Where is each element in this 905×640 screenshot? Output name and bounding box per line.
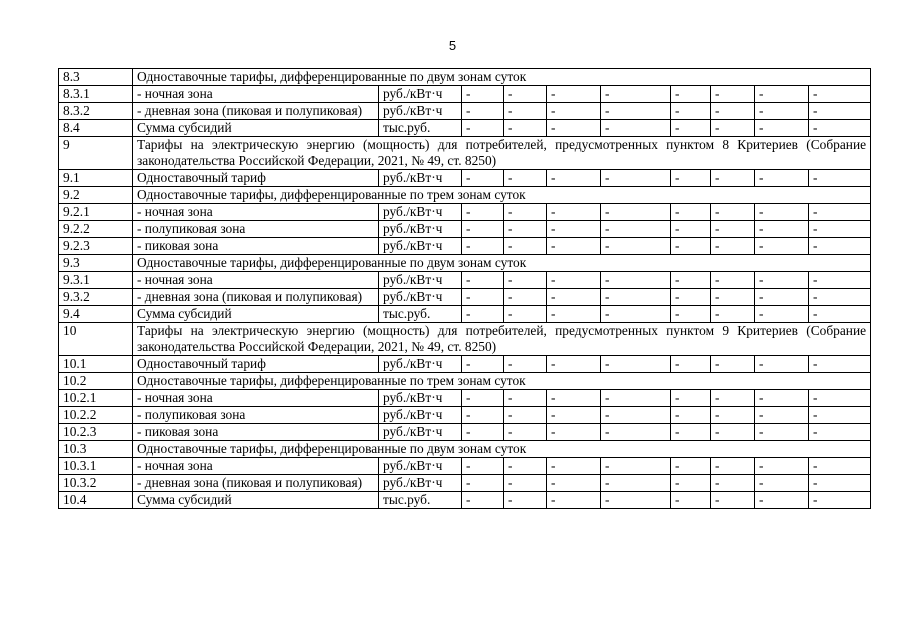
row-value: - xyxy=(504,120,547,137)
row-value: - xyxy=(601,221,671,238)
row-code: 10.3.2 xyxy=(59,475,133,492)
row-value: - xyxy=(601,103,671,120)
row-value: - xyxy=(462,289,504,306)
row-value: - xyxy=(601,424,671,441)
row-value: - xyxy=(504,86,547,103)
row-section-title: Одноставочные тарифы, дифференцированные по трем зонам суток xyxy=(133,373,871,390)
row-value: - xyxy=(755,86,809,103)
table-row xyxy=(59,86,871,103)
row-value: - xyxy=(547,356,601,373)
row-value: - xyxy=(462,238,504,255)
row-value: - xyxy=(462,475,504,492)
row-unit: руб./кВт·ч xyxy=(379,390,462,407)
row-unit: руб./кВт·ч xyxy=(379,475,462,492)
row-value: - xyxy=(711,390,755,407)
row-code: 9.2.3 xyxy=(59,238,133,255)
row-value: - xyxy=(711,120,755,137)
row-value: - xyxy=(671,458,711,475)
row-value: - xyxy=(504,204,547,221)
row-code: 9.2.1 xyxy=(59,204,133,221)
row-value: - xyxy=(711,103,755,120)
row-value: - xyxy=(504,390,547,407)
row-name: - пиковая зона xyxy=(133,238,379,255)
row-value: - xyxy=(671,272,711,289)
row-value: - xyxy=(809,86,871,103)
row-unit: руб./кВт·ч xyxy=(379,103,462,120)
row-value: - xyxy=(671,390,711,407)
row-unit: руб./кВт·ч xyxy=(379,86,462,103)
table-row xyxy=(59,272,871,289)
row-value: - xyxy=(711,272,755,289)
row-section-title: Тарифы на электрическую энергию (мощность) для потребителей, предусмотренных пунктом 9 Критериев (Собрание законодательства Российской Федерации, 2021, № 49, ст. 8250) xyxy=(133,323,871,356)
table-row xyxy=(59,407,871,424)
row-value: - xyxy=(671,103,711,120)
row-value: - xyxy=(547,475,601,492)
row-value: - xyxy=(809,238,871,255)
table-row xyxy=(59,492,871,509)
table-row xyxy=(59,390,871,407)
row-value: - xyxy=(711,289,755,306)
row-value: - xyxy=(462,103,504,120)
row-value: - xyxy=(601,492,671,509)
row-value: - xyxy=(462,86,504,103)
row-value: - xyxy=(601,272,671,289)
row-value: - xyxy=(547,120,601,137)
row-value: - xyxy=(809,272,871,289)
row-unit: тыс.руб. xyxy=(379,120,462,137)
row-code: 10 xyxy=(59,323,133,356)
row-value: - xyxy=(755,289,809,306)
row-value: - xyxy=(671,306,711,323)
row-value: - xyxy=(547,492,601,509)
row-value: - xyxy=(504,289,547,306)
row-name: Одноставочный тариф xyxy=(133,356,379,373)
row-value: - xyxy=(755,458,809,475)
row-value: - xyxy=(504,238,547,255)
table-row xyxy=(59,120,871,137)
row-value: - xyxy=(809,120,871,137)
row-value: - xyxy=(755,356,809,373)
row-value: - xyxy=(755,424,809,441)
table-row xyxy=(59,306,871,323)
row-value: - xyxy=(711,492,755,509)
row-value: - xyxy=(504,492,547,509)
row-value: - xyxy=(671,238,711,255)
table-row xyxy=(59,441,871,458)
row-value: - xyxy=(601,204,671,221)
row-value: - xyxy=(547,289,601,306)
row-value: - xyxy=(671,424,711,441)
row-name: - дневная зона (пиковая и полупиковая) xyxy=(133,289,379,306)
row-code: 10.1 xyxy=(59,356,133,373)
row-value: - xyxy=(755,272,809,289)
row-value: - xyxy=(504,407,547,424)
row-name: Одноставочный тариф xyxy=(133,170,379,187)
row-value: - xyxy=(601,289,671,306)
row-section-title: Одноставочные тарифы, дифференцированные по двум зонам суток xyxy=(133,255,871,272)
row-value: - xyxy=(547,238,601,255)
row-name: Сумма субсидий xyxy=(133,492,379,509)
table-row xyxy=(59,103,871,120)
row-value: - xyxy=(601,356,671,373)
row-value: - xyxy=(711,424,755,441)
row-value: - xyxy=(601,170,671,187)
tariff-table xyxy=(58,68,871,509)
row-code: 8.3.2 xyxy=(59,103,133,120)
row-value: - xyxy=(711,356,755,373)
row-value: - xyxy=(755,492,809,509)
row-value: - xyxy=(809,221,871,238)
row-value: - xyxy=(809,458,871,475)
row-code: 8.3 xyxy=(59,69,133,86)
row-value: - xyxy=(547,272,601,289)
row-value: - xyxy=(671,221,711,238)
row-value: - xyxy=(462,356,504,373)
row-name: - полупиковая зона xyxy=(133,221,379,238)
page-number: 5 xyxy=(448,38,457,53)
row-value: - xyxy=(671,407,711,424)
row-value: - xyxy=(755,103,809,120)
table-row xyxy=(59,170,871,187)
row-unit: руб./кВт·ч xyxy=(379,407,462,424)
row-value: - xyxy=(504,103,547,120)
row-value: - xyxy=(755,390,809,407)
row-value: - xyxy=(809,475,871,492)
row-value: - xyxy=(504,424,547,441)
row-value: - xyxy=(601,458,671,475)
row-code: 10.3.1 xyxy=(59,458,133,475)
row-name: - ночная зона xyxy=(133,272,379,289)
row-value: - xyxy=(601,390,671,407)
table-row xyxy=(59,69,871,86)
row-value: - xyxy=(671,356,711,373)
row-value: - xyxy=(755,306,809,323)
row-code: 9.1 xyxy=(59,170,133,187)
row-unit: тыс.руб. xyxy=(379,492,462,509)
row-code: 9.3.1 xyxy=(59,272,133,289)
table-row xyxy=(59,289,871,306)
row-value: - xyxy=(601,306,671,323)
row-value: - xyxy=(755,170,809,187)
row-value: - xyxy=(809,306,871,323)
row-value: - xyxy=(462,492,504,509)
row-value: - xyxy=(462,407,504,424)
table-row xyxy=(59,458,871,475)
row-unit: руб./кВт·ч xyxy=(379,424,462,441)
table-row xyxy=(59,204,871,221)
row-value: - xyxy=(809,170,871,187)
row-value: - xyxy=(504,306,547,323)
row-code: 10.3 xyxy=(59,441,133,458)
row-value: - xyxy=(671,289,711,306)
row-value: - xyxy=(462,272,504,289)
row-value: - xyxy=(601,238,671,255)
row-code: 10.2.3 xyxy=(59,424,133,441)
row-value: - xyxy=(711,475,755,492)
row-value: - xyxy=(601,120,671,137)
row-value: - xyxy=(462,306,504,323)
row-value: - xyxy=(809,103,871,120)
row-name: Сумма субсидий xyxy=(133,306,379,323)
row-unit: руб./кВт·ч xyxy=(379,272,462,289)
row-code: 10.2.1 xyxy=(59,390,133,407)
row-code: 10.2 xyxy=(59,373,133,390)
row-value: - xyxy=(711,407,755,424)
row-code: 8.4 xyxy=(59,120,133,137)
row-unit: руб./кВт·ч xyxy=(379,170,462,187)
row-value: - xyxy=(671,204,711,221)
row-code: 9.2 xyxy=(59,187,133,204)
row-value: - xyxy=(755,238,809,255)
row-value: - xyxy=(504,272,547,289)
row-value: - xyxy=(711,238,755,255)
row-value: - xyxy=(809,289,871,306)
row-unit: руб./кВт·ч xyxy=(379,238,462,255)
row-value: - xyxy=(462,221,504,238)
row-value: - xyxy=(462,458,504,475)
row-value: - xyxy=(809,204,871,221)
row-name: - ночная зона xyxy=(133,204,379,221)
row-value: - xyxy=(504,221,547,238)
row-value: - xyxy=(462,424,504,441)
row-value: - xyxy=(462,170,504,187)
row-code: 9.3 xyxy=(59,255,133,272)
row-value: - xyxy=(504,458,547,475)
row-value: - xyxy=(547,103,601,120)
table-row xyxy=(59,187,871,204)
row-value: - xyxy=(601,86,671,103)
row-value: - xyxy=(809,424,871,441)
row-value: - xyxy=(547,390,601,407)
row-value: - xyxy=(504,170,547,187)
row-section-title: Одноставочные тарифы, дифференцированные по трем зонам суток xyxy=(133,187,871,204)
row-code: 8.3.1 xyxy=(59,86,133,103)
row-name: - ночная зона xyxy=(133,390,379,407)
row-code: 9.2.2 xyxy=(59,221,133,238)
row-name: - дневная зона (пиковая и полупиковая) xyxy=(133,103,379,120)
row-name: Сумма субсидий xyxy=(133,120,379,137)
row-value: - xyxy=(547,170,601,187)
row-value: - xyxy=(547,204,601,221)
row-value: - xyxy=(462,120,504,137)
row-unit: руб./кВт·ч xyxy=(379,221,462,238)
table-row xyxy=(59,373,871,390)
row-value: - xyxy=(547,221,601,238)
row-value: - xyxy=(601,475,671,492)
row-value: - xyxy=(462,204,504,221)
table-row xyxy=(59,255,871,272)
row-value: - xyxy=(809,356,871,373)
table-row xyxy=(59,356,871,373)
row-value: - xyxy=(809,492,871,509)
row-value: - xyxy=(711,221,755,238)
row-value: - xyxy=(547,458,601,475)
row-value: - xyxy=(547,86,601,103)
table-row xyxy=(59,475,871,492)
row-value: - xyxy=(711,458,755,475)
row-value: - xyxy=(601,407,671,424)
row-section-title: Одноставочные тарифы, дифференцированные по двум зонам суток xyxy=(133,69,871,86)
row-value: - xyxy=(755,407,809,424)
row-name: - полупиковая зона xyxy=(133,407,379,424)
row-value: - xyxy=(547,306,601,323)
row-code: 9.3.2 xyxy=(59,289,133,306)
row-value: - xyxy=(504,356,547,373)
row-value: - xyxy=(671,120,711,137)
row-value: - xyxy=(809,407,871,424)
row-value: - xyxy=(711,306,755,323)
row-value: - xyxy=(711,204,755,221)
row-name: - пиковая зона xyxy=(133,424,379,441)
row-name: - дневная зона (пиковая и полупиковая) xyxy=(133,475,379,492)
table-row xyxy=(59,323,871,356)
row-value: - xyxy=(809,390,871,407)
table-row xyxy=(59,137,871,170)
row-section-title: Одноставочные тарифы, дифференцированные по двум зонам суток xyxy=(133,441,871,458)
row-value: - xyxy=(671,475,711,492)
row-code: 10.2.2 xyxy=(59,407,133,424)
table-row xyxy=(59,221,871,238)
row-name: - ночная зона xyxy=(133,458,379,475)
row-value: - xyxy=(504,475,547,492)
row-value: - xyxy=(755,204,809,221)
table-row xyxy=(59,424,871,441)
row-code: 9 xyxy=(59,137,133,170)
row-unit: руб./кВт·ч xyxy=(379,356,462,373)
row-code: 9.4 xyxy=(59,306,133,323)
row-code: 10.4 xyxy=(59,492,133,509)
row-value: - xyxy=(755,221,809,238)
row-value: - xyxy=(711,86,755,103)
table-body xyxy=(59,69,871,509)
row-unit: тыс.руб. xyxy=(379,306,462,323)
row-value: - xyxy=(547,407,601,424)
row-unit: руб./кВт·ч xyxy=(379,458,462,475)
row-name: - ночная зона xyxy=(133,86,379,103)
row-value: - xyxy=(671,86,711,103)
row-value: - xyxy=(547,424,601,441)
row-value: - xyxy=(671,170,711,187)
row-value: - xyxy=(755,475,809,492)
row-value: - xyxy=(462,390,504,407)
row-unit: руб./кВт·ч xyxy=(379,204,462,221)
row-unit: руб./кВт·ч xyxy=(379,289,462,306)
row-section-title: Тарифы на электрическую энергию (мощность) для потребителей, предусмотренных пунктом 8 Критериев (Собрание законодательства Российской Федерации, 2021, № 49, ст. 8250) xyxy=(133,137,871,170)
table-row xyxy=(59,238,871,255)
row-value: - xyxy=(755,120,809,137)
row-value: - xyxy=(711,170,755,187)
row-value: - xyxy=(671,492,711,509)
